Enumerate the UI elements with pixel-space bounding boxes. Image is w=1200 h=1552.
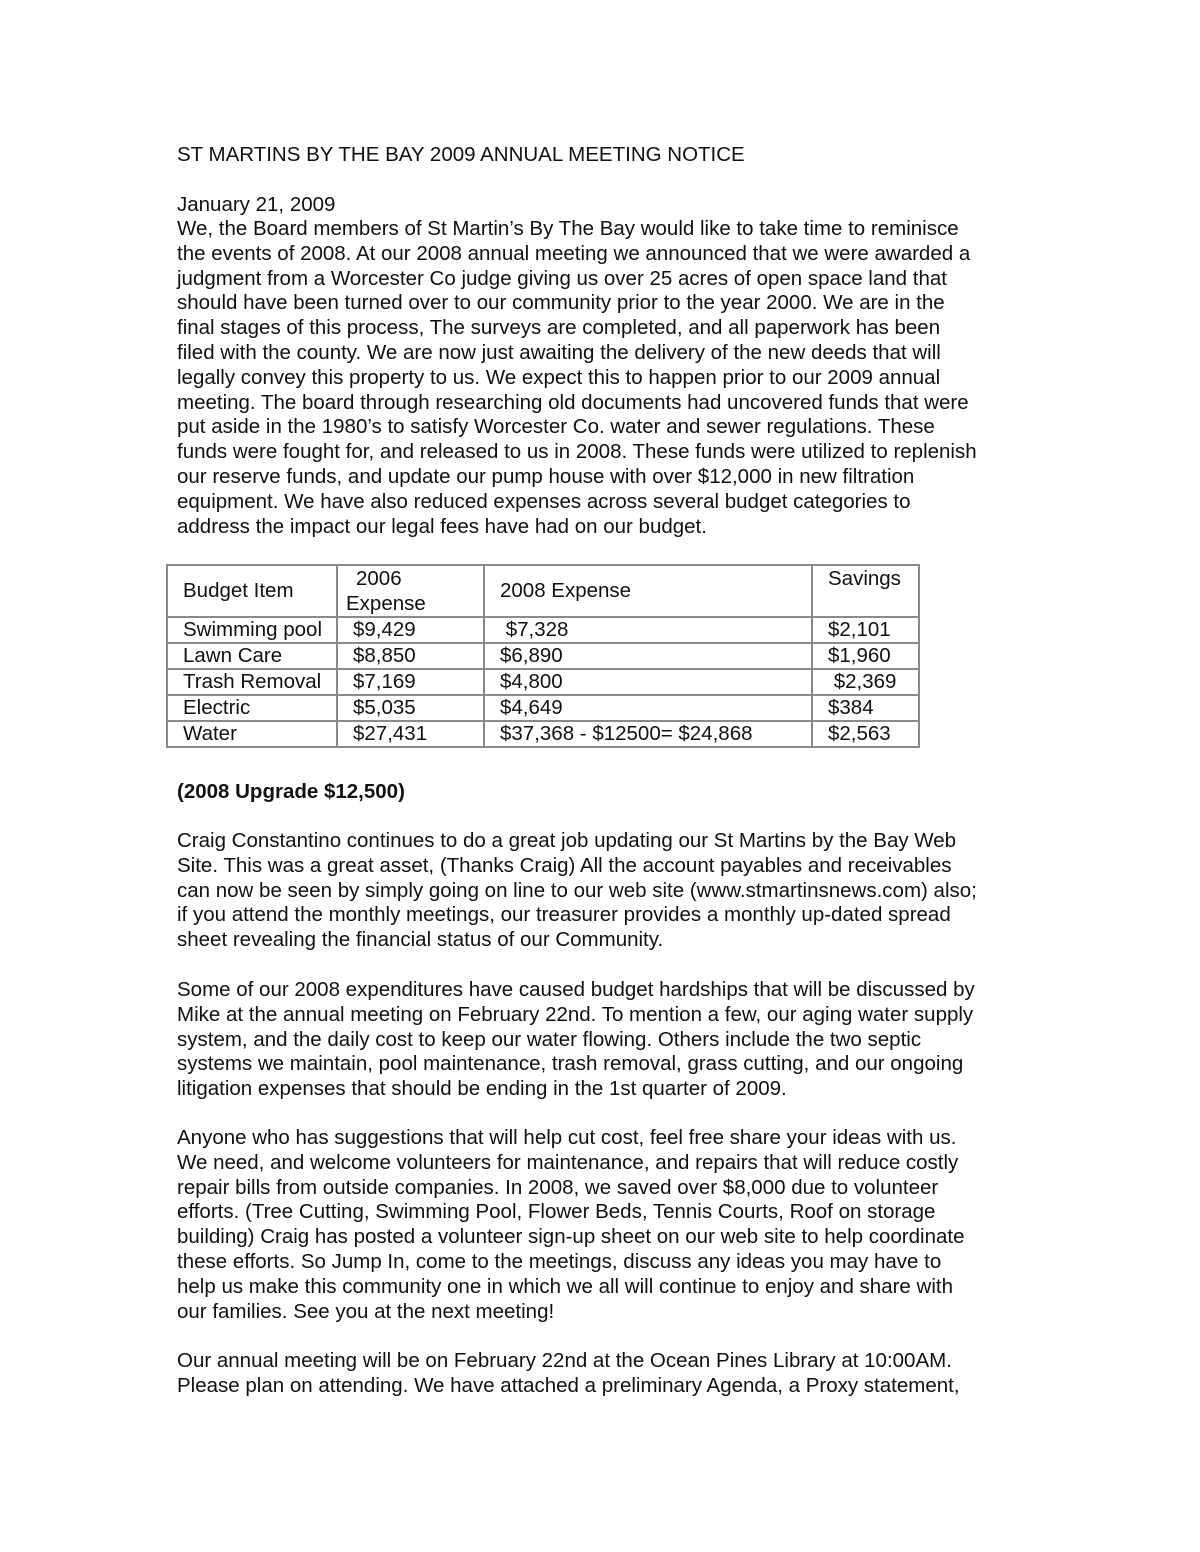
header-2008-expense: 2008 Expense (484, 565, 812, 617)
paragraph-intro (177, 217, 1037, 539)
text-line: We, the Board members of St Martin’s By The Bay would like to take time to reminisce (177, 217, 959, 240)
text-line: system, and the daily cost to keep our water flowing. Others include the two septic (177, 1027, 922, 1051)
text-line: legally convey this property to us. We expect this to happen prior to our 2009 annual (177, 365, 941, 389)
text-line: can now be seen by simply going on line to our web site (www.stmartinsnews.com) also; (177, 878, 977, 902)
cell-item: Swimming pool (167, 617, 337, 643)
text-line: final stages of this process, The surveys are completed, and all paperwork has been (177, 316, 941, 340)
cell-savings: $1,960 (812, 643, 919, 669)
cell-2008: $6,890 (484, 643, 812, 669)
table-row (167, 695, 919, 721)
cell-item: Trash Removal (167, 669, 337, 695)
cell-savings: $2,563 (812, 721, 919, 747)
text-line: Craig Constantino continues to do a great job updating our St Martins by the Bay Web (177, 829, 957, 852)
text-line: our families. See you at the next meeting! (177, 1299, 555, 1323)
header-2006-line1: 2006 (356, 567, 402, 590)
document-title: ST MARTINS BY THE BAY 2009 ANNUAL MEETING NOTICE (177, 143, 745, 166)
table-row (167, 617, 919, 643)
header-savings: Savings (812, 565, 919, 617)
cell-2006: $5,035 (337, 695, 484, 721)
text-line: Our annual meeting will be on February 22nd at the Ocean Pines Library at 10:00AM. (177, 1349, 952, 1372)
text-line: meeting. The board through researching old documents had uncovered funds that were (177, 390, 969, 414)
cell-savings: $384 (812, 695, 919, 721)
text-line: filed with the county. We are now just awaiting the delivery of the new deeds that will (177, 340, 941, 364)
text-line: put aside in the 1980’s to satisfy Worcester Co. water and sewer regulations. These (177, 415, 935, 439)
notice-date: January 21, 2009 (177, 193, 336, 216)
text-line: judgment from a Worcester Co judge giving us over 25 acres of open space land that (177, 266, 947, 290)
text-line: equipment. We have also reduced expenses across several budget categories to (177, 489, 911, 513)
paragraph-expenditures (177, 978, 1037, 1102)
paragraph-volunteers (177, 1126, 1037, 1324)
text-line: should have been turned over to our community prior to the year 2000. We are in the (177, 291, 945, 315)
budget-table (166, 564, 920, 748)
table-row (167, 721, 919, 747)
cell-2006: $9,429 (337, 617, 484, 643)
text-line: repair bills from outside companies. In 2008, we saved over $8,000 due to volunteer (177, 1175, 939, 1199)
cell-2006: $7,169 (337, 669, 484, 695)
text-line: Please plan on attending. We have attached a preliminary Agenda, a Proxy statement, (177, 1373, 960, 1397)
table-header-row (167, 565, 919, 617)
text-line: the events of 2008. At our 2008 annual meeting we announced that we were awarded a (177, 241, 971, 265)
cell-savings: $2,101 (812, 617, 919, 643)
cell-2008: $4,800 (484, 669, 812, 695)
cell-2006: $27,431 (337, 721, 484, 747)
text-line: help us make this community one in which we all will continue to enjoy and share with (177, 1274, 953, 1298)
cell-2008: $4,649 (484, 695, 812, 721)
cell-item: Lawn Care (167, 643, 337, 669)
cell-2006: $8,850 (337, 643, 484, 669)
header-2006-line2: Expense (346, 592, 426, 615)
text-line: Site. This was a great asset, (Thanks Craig) All the account payables and receivables (177, 853, 952, 877)
header-2006-expense (337, 565, 484, 617)
cell-savings: $2,369 (812, 669, 919, 695)
text-line: We need, and welcome volunteers for maintenance, and repairs that will reduce costly (177, 1150, 959, 1174)
paragraph-meeting (177, 1349, 1037, 1399)
text-line: litigation expenses that should be ending in the 1st quarter of 2009. (177, 1077, 787, 1101)
header-budget-item: Budget Item (167, 565, 337, 617)
text-line: our reserve funds, and update our pump house with over $12,000 in new filtration (177, 464, 915, 488)
cell-2008: $7,328 (484, 617, 812, 643)
text-line: building) Craig has posted a volunteer sign-up sheet on our web site to help coordinate (177, 1225, 965, 1249)
table-row (167, 669, 919, 695)
cell-item: Water (167, 721, 337, 747)
cell-item: Electric (167, 695, 337, 721)
table-row (167, 643, 919, 669)
text-line: Some of our 2008 expenditures have caused budget hardships that will be discussed by (177, 978, 975, 1001)
paragraph-website (177, 829, 1037, 953)
text-line: sheet revealing the financial status of our Community. (177, 928, 664, 952)
cell-2008: $37,368 - $12500= $24,868 (484, 721, 812, 747)
text-line: if you attend the monthly meetings, our treasurer provides a monthly up-dated spread (177, 903, 951, 927)
text-line: funds were fought for, and released to us in 2008. These funds were utilized to replenish (177, 440, 977, 464)
text-line: efforts. (Tree Cutting, Swimming Pool, Flower Beds, Tennis Courts, Roof on storage (177, 1200, 936, 1224)
text-line: these efforts. So Jump In, come to the meetings, discuss any ideas you may have to (177, 1249, 942, 1273)
upgrade-note: (2008 Upgrade $12,500) (177, 780, 405, 803)
text-line: Anyone who has suggestions that will help cut cost, feel free share your ideas with us. (177, 1126, 957, 1149)
text-line: address the impact our legal fees have had on our budget. (177, 514, 707, 538)
text-line: Mike at the annual meeting on February 22nd. To mention a few, our aging water supply (177, 1002, 974, 1026)
text-line: systems we maintain, pool maintenance, trash removal, grass cutting, and our ongoing (177, 1052, 964, 1076)
